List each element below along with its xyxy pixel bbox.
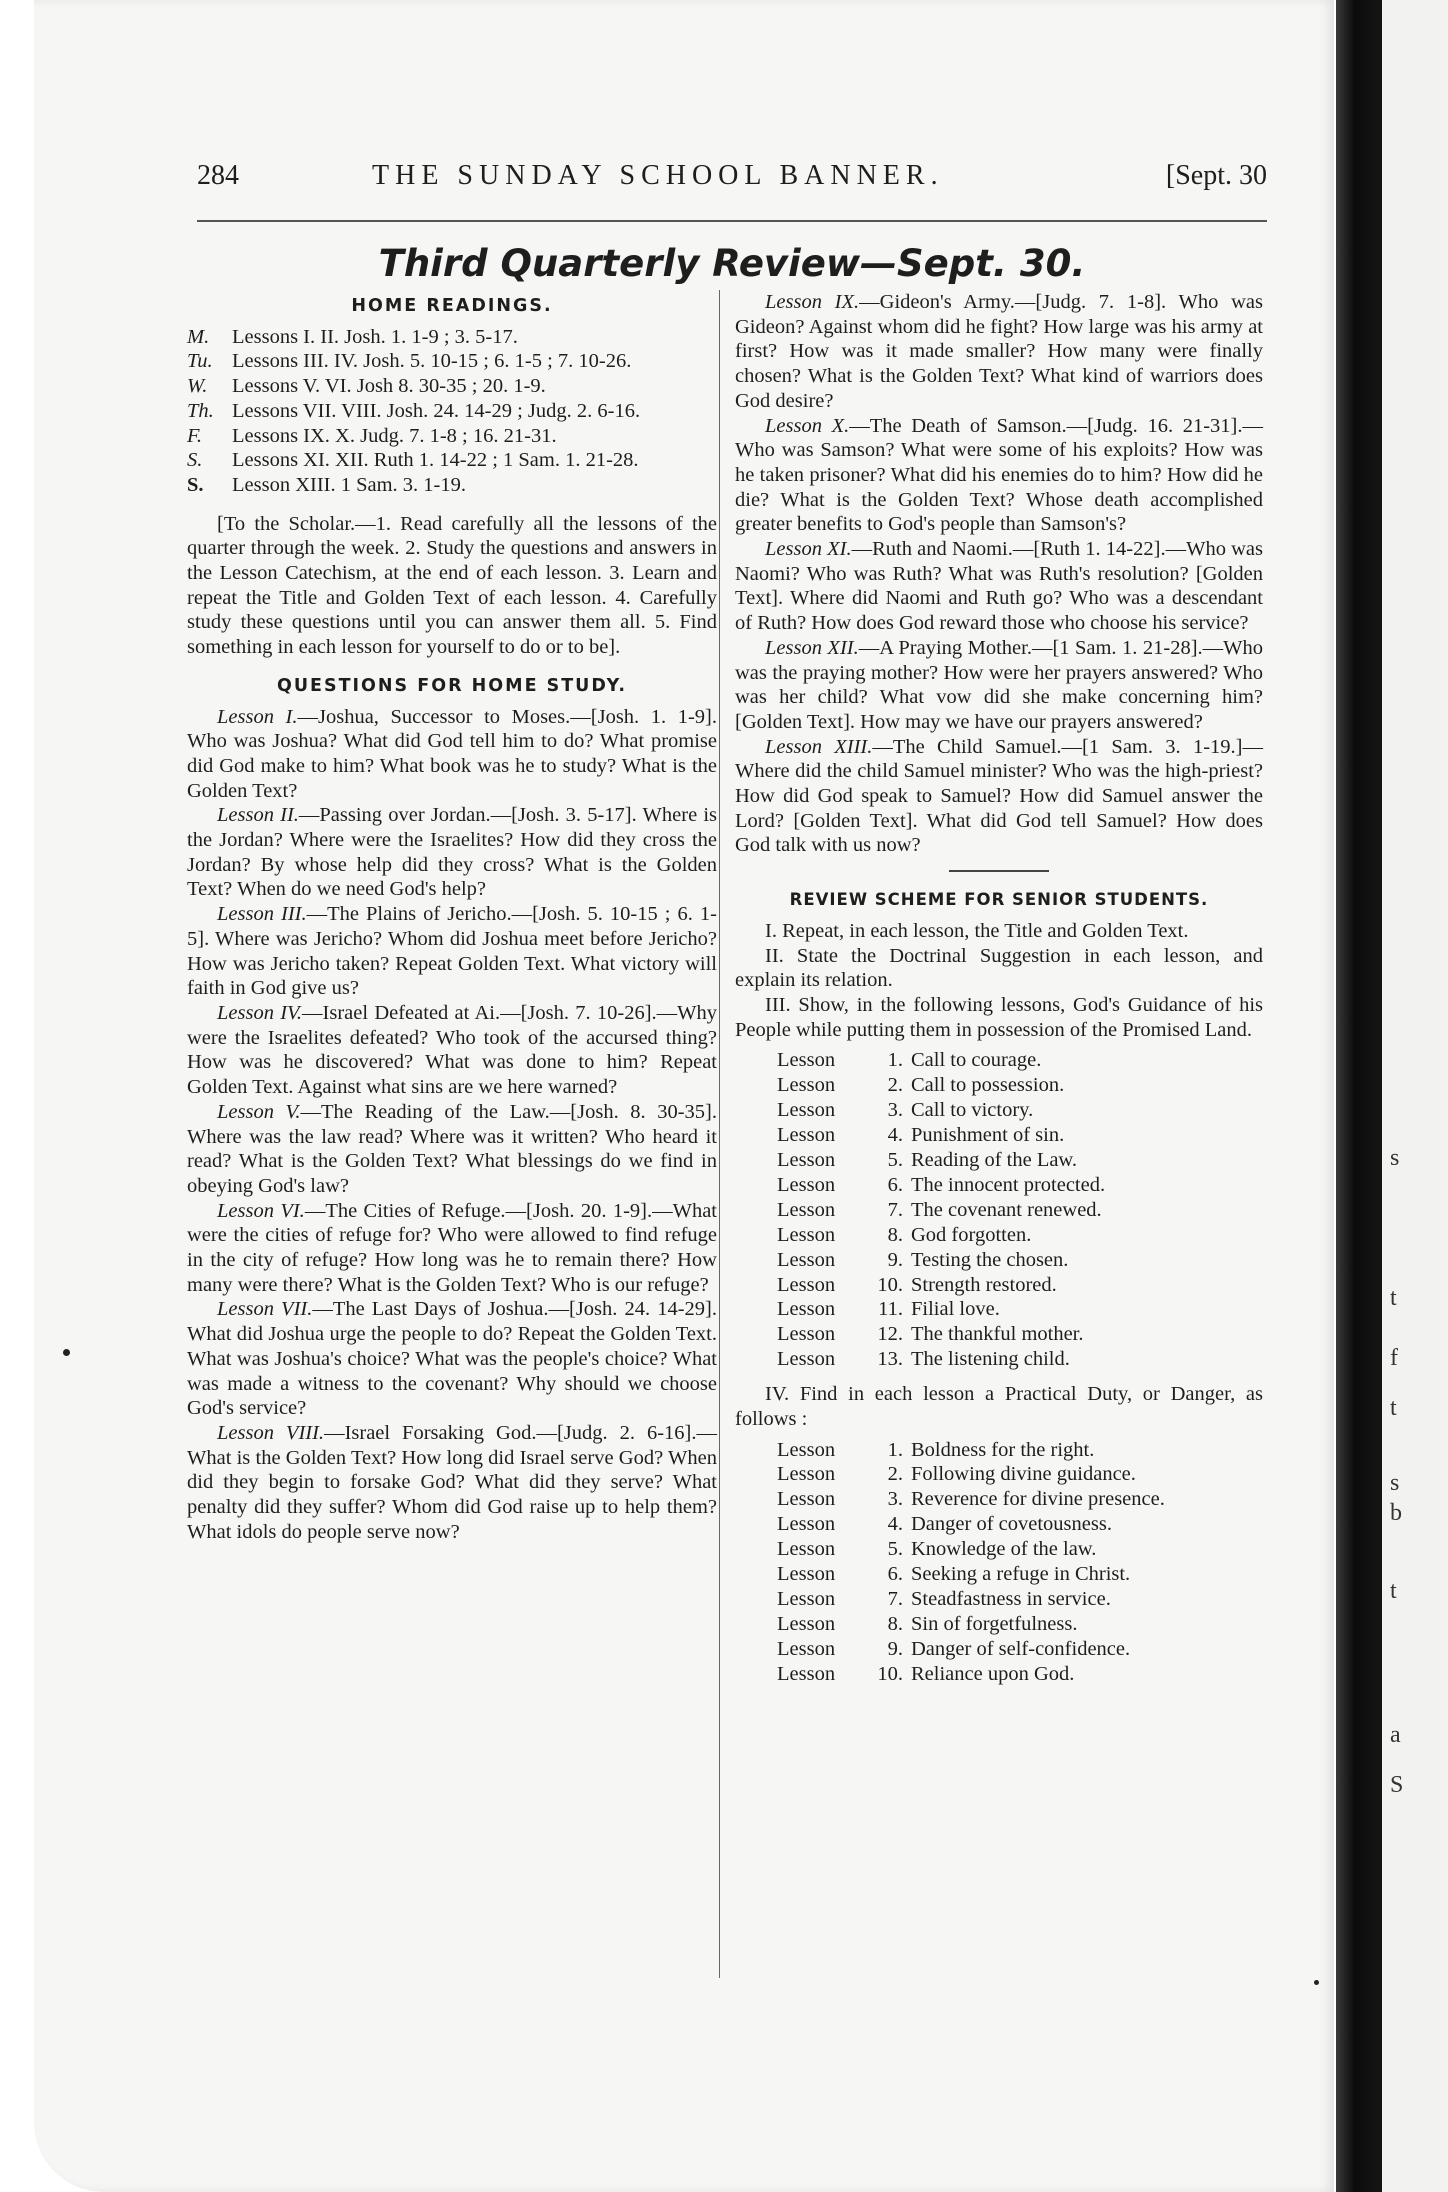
- reading-row: [187, 424, 717, 449]
- lesson-label: Lesson XIII.: [765, 735, 873, 758]
- question-lesson: [187, 1421, 717, 1545]
- lesson-text: —Israel Forsaking God.—[Judg. 2. 6-16].—What is the Golden Text? How long did Israel serve God? When did they begin to forsake God? What did they serve? What penalty did they suffer? Whom did God raise up to help them? What idols do people serve now?: [187, 1421, 717, 1543]
- list-item: [777, 1073, 1263, 1098]
- lesson-text: —The Last Days of Joshua.—[Josh. 24. 14-29]. What did Joshua urge the people to do? Repeat the Golden Text. What was Joshua's choice? What was the people's choice? What was made a witness to the covenant? Why should we choose God's service?: [187, 1298, 717, 1420]
- fragment: s: [1390, 1145, 1400, 1171]
- question-lesson: [735, 290, 1263, 414]
- speck-mark: [1314, 1980, 1319, 1985]
- list-text: Reliance upon God.: [911, 1662, 1075, 1685]
- reading-day: Tu.: [187, 350, 213, 373]
- reading-text: Lessons VII. VIII. Josh. 24. 14-29 ; Judg. 2. 6-16.: [232, 399, 641, 422]
- header-rule: [197, 220, 1267, 222]
- list-item: [777, 1248, 1263, 1273]
- list-text: Seeking a refuge in Christ.: [911, 1563, 1131, 1586]
- reading-day: F.: [187, 424, 203, 447]
- list-number: 8.: [887, 1223, 903, 1246]
- question-lesson: [187, 902, 717, 1001]
- list-item: [777, 1562, 1263, 1587]
- fragment: t: [1390, 1578, 1397, 1604]
- list-item: [777, 1148, 1263, 1173]
- list-number: 8.: [887, 1612, 903, 1635]
- list-text: The covenant renewed.: [911, 1198, 1102, 1221]
- list-item: [777, 1048, 1263, 1073]
- lesson-text: —The Child Samuel.—[1 Sam. 3. 1-19.]—Where did the child Samuel minister? Who was the high-priest? How did God speak to Samuel? How did Samuel answer the Lord? [Golden Text]. What did God tell Samuel? How does God talk with us now?: [735, 735, 1263, 857]
- questions-heading: QUESTIONS FOR HOME STUDY.: [276, 675, 628, 696]
- list-item: [777, 1173, 1263, 1198]
- lesson-label: Lesson XI.: [765, 538, 852, 561]
- fragment: t: [1390, 1285, 1397, 1311]
- list-number: 10.: [877, 1662, 903, 1685]
- list-number: 13.: [877, 1348, 903, 1371]
- home-readings-heading: HOME READINGS.: [351, 296, 553, 316]
- question-lesson: [187, 1100, 717, 1199]
- list-text: Reading of the Law.: [911, 1149, 1078, 1172]
- list-word: Lesson: [777, 1248, 836, 1271]
- fragment: f: [1390, 1345, 1398, 1371]
- list-text: Knowledge of the law.: [911, 1538, 1097, 1561]
- lesson-label: Lesson III.: [217, 903, 307, 926]
- lesson-text: —The Plains of Jericho.—[Josh. 5. 10-15 ; 6. 1-5]. Where was Jericho? Whom did Joshua meet before Jericho? How was Jericho taken? Repeat Golden Text. What victory will faith in God give us?: [187, 903, 717, 1000]
- lesson-label: Lesson VIII.: [217, 1421, 325, 1444]
- list-text: Danger of covetousness.: [911, 1513, 1112, 1536]
- list-item: [777, 1123, 1263, 1148]
- list-item: [777, 1662, 1263, 1687]
- lesson-text: —Joshua, Successor to Moses.—[Josh. 1. 1-9]. Who was Joshua? What did God tell him to do? What promise did God make to him? What book was he to study? What is the Golden Text?: [187, 705, 717, 802]
- question-lesson: [735, 636, 1263, 735]
- reading-row: [187, 349, 717, 374]
- list-number: 7.: [887, 1588, 903, 1611]
- lesson-label: Lesson V.: [217, 1100, 301, 1123]
- lesson-text: —Israel Defeated at Ai.—[Josh. 7. 10-26].—Why were the Israelites defeated? Who took of the accursed thing? How was he discovered? What was done to him? Repeat Golden Text. Against what sins are we here warned?: [187, 1001, 717, 1099]
- speck-mark: [63, 1349, 70, 1356]
- question-lesson: [187, 705, 717, 804]
- list-word: Lesson: [777, 1662, 836, 1685]
- reading-day: Th.: [187, 399, 214, 422]
- lesson-label: Lesson VII.: [217, 1298, 313, 1321]
- list-number: 9.: [887, 1248, 903, 1271]
- question-lesson: [187, 803, 717, 902]
- reading-row: [187, 374, 717, 399]
- review-item-1: I. Repeat, in each lesson, the Title and Golden Text.: [765, 919, 1189, 942]
- lesson-label: Lesson IX.: [765, 291, 860, 313]
- reading-text: Lesson XIII. 1 Sam. 3. 1-19.: [232, 473, 467, 496]
- list-number: 7.: [887, 1198, 903, 1221]
- list-item: [777, 1537, 1263, 1562]
- list-word: Lesson: [777, 1488, 836, 1511]
- reading-day: S.: [187, 473, 204, 496]
- lesson-label: Lesson VI.: [217, 1199, 305, 1222]
- list-word: Lesson: [777, 1588, 836, 1611]
- lesson-text: —The Death of Samson.—[Judg. 16. 21-31].—Who was Samson? What were some of his exploits? How was he taken prisoner? What did his enemies do to him? How did he die? What is the Golden Text? Whose death accomplished greater benefits to God's people than Samson's?: [735, 414, 1263, 536]
- lesson-label: Lesson II.: [217, 804, 299, 827]
- fragment: a: [1390, 1722, 1401, 1748]
- list-item: [777, 1098, 1263, 1123]
- running-date: [Sept. 30: [1165, 160, 1267, 191]
- fragment: t: [1390, 1395, 1397, 1421]
- lesson-text: —A Praying Mother.—[1 Sam. 1. 21-28].—Who was the praying mother? How were her prayers answered? Who was her child? What vow did she make concerning him? [Golden Text]. How may we have our prayers answered?: [735, 636, 1263, 733]
- list-number: 5.: [887, 1149, 903, 1172]
- lesson-text: —The Cities of Refuge.—[Josh. 20. 1-9].—What were the cities of refuge for? Who were allowed to find refuge in the city of refuge? How long was he to remain there? How many were there? What is the Golden Text? Who is our refuge?: [187, 1199, 717, 1296]
- list-word: Lesson: [777, 1099, 836, 1122]
- running-title: THE SUNDAY SCHOOL BANNER.: [372, 160, 944, 191]
- list-text: Sin of forgetfulness.: [911, 1612, 1078, 1635]
- duty-list: [777, 1438, 1263, 1687]
- list-word: Lesson: [777, 1298, 836, 1321]
- list-text: Call to possession.: [911, 1074, 1065, 1097]
- reading-text: Lessons III. IV. Josh. 5. 10-15 ; 6. 1-5 ; 7. 10-26.: [232, 350, 632, 373]
- section-rule: [949, 870, 1049, 872]
- list-number: 5.: [887, 1538, 903, 1561]
- review-item-3: III. Show, in the following lessons, God's Guidance of his People while putting them in possession of the Promised Land.: [735, 993, 1263, 1041]
- lesson-text: —The Reading of the Law.—[Josh. 8. 30-35]. Where was the law read? Where was it written? Who heard it read? What is the Golden Text? What blessings do we find in obeying God's law?: [187, 1100, 717, 1197]
- lesson-text: —Passing over Jordan.—[Josh. 3. 5-17]. Where is the Jordan? Where were the Israelites? How did they cross the Jordan? By whose help did they cross? What is the Golden Text? When do we need God's help?: [187, 804, 718, 901]
- list-number: 3.: [887, 1099, 903, 1122]
- review-item-2: II. State the Doctrinal Suggestion in each lesson, and explain its relation.: [735, 944, 1263, 992]
- lesson-label: Lesson XII.: [765, 636, 859, 659]
- list-number: 2.: [887, 1463, 903, 1486]
- list-word: Lesson: [777, 1463, 836, 1486]
- list-text: God forgotten.: [911, 1223, 1032, 1246]
- guidance-list: [777, 1048, 1263, 1372]
- reading-row: [187, 325, 717, 350]
- list-number: 6.: [887, 1173, 903, 1196]
- list-word: Lesson: [777, 1173, 836, 1196]
- list-item: [777, 1273, 1263, 1298]
- reading-text: Lessons I. II. Josh. 1. 1-9 ; 3. 5-17.: [232, 325, 518, 348]
- list-item: [777, 1347, 1263, 1372]
- question-lesson: [735, 735, 1263, 859]
- review-item-4: IV. Find in each lesson a Practical Duty, or Danger, as follows :: [735, 1383, 1263, 1430]
- list-text: Call to victory.: [911, 1099, 1034, 1122]
- reading-text: Lessons V. VI. Josh 8. 30-35 ; 20. 1-9.: [232, 375, 546, 398]
- list-item: [777, 1612, 1263, 1637]
- list-word: Lesson: [777, 1223, 836, 1246]
- list-item: [777, 1462, 1263, 1487]
- reading-row: [187, 473, 717, 498]
- list-word: Lesson: [777, 1323, 836, 1346]
- list-word: Lesson: [777, 1074, 836, 1097]
- question-lesson: [187, 1199, 717, 1298]
- list-item: [777, 1512, 1263, 1537]
- list-text: Punishment of sin.: [911, 1124, 1065, 1147]
- list-word: Lesson: [777, 1198, 836, 1221]
- list-number: 6.: [887, 1563, 903, 1586]
- list-text: Call to courage.: [911, 1049, 1042, 1072]
- list-item: [777, 1438, 1263, 1463]
- lesson-text: —Gideon's Army.—[Judg. 7. 1-8]. Who was Gideon? Against whom did he fight? How large was his army at first? How was it made smaller? How many were finally chosen? What is the Golden Text? What kind of warriors does God desire?: [735, 291, 1263, 412]
- reading-day: S.: [187, 449, 203, 472]
- lesson-label: Lesson X.: [765, 414, 850, 437]
- column-divider: [719, 290, 720, 1978]
- list-word: Lesson: [777, 1348, 836, 1371]
- review-heading: REVIEW SCHEME FOR SENIOR STUDENTS.: [789, 890, 1209, 910]
- list-number: 9.: [887, 1637, 903, 1660]
- reading-day: M.: [187, 325, 210, 348]
- list-text: Testing the chosen.: [911, 1248, 1069, 1271]
- list-text: Boldness for the right.: [911, 1438, 1095, 1461]
- list-number: 2.: [887, 1074, 903, 1097]
- question-lesson: [735, 414, 1263, 538]
- page-title: Third Quarterly Review—Sept. 30.: [378, 242, 1086, 285]
- list-item: [777, 1487, 1263, 1512]
- list-text: Filial love.: [911, 1298, 1000, 1321]
- list-word: Lesson: [777, 1563, 836, 1586]
- lesson-label: Lesson IV.: [217, 1001, 303, 1024]
- list-text: Reverence for divine presence.: [911, 1488, 1165, 1511]
- list-word: Lesson: [777, 1637, 836, 1660]
- list-text: Steadfastness in service.: [911, 1588, 1111, 1611]
- list-number: 12.: [877, 1323, 903, 1346]
- list-number: 10.: [877, 1273, 903, 1296]
- list-text: The listening child.: [911, 1348, 1070, 1371]
- fragment: s: [1390, 1470, 1400, 1496]
- reading-day: W.: [187, 375, 208, 398]
- list-number: 3.: [887, 1488, 903, 1511]
- list-word: Lesson: [777, 1273, 836, 1296]
- fragment: S: [1390, 1772, 1404, 1798]
- list-item: [777, 1322, 1263, 1347]
- right-column: [735, 290, 1263, 1697]
- list-word: Lesson: [777, 1612, 836, 1635]
- list-item: [777, 1198, 1263, 1223]
- list-item: [777, 1223, 1263, 1248]
- question-lesson: [187, 1297, 717, 1421]
- reading-text: Lessons XI. XII. Ruth 1. 14-22 ; 1 Sam. 1. 21-28.: [232, 449, 639, 472]
- list-item: [777, 1297, 1263, 1322]
- list-word: Lesson: [777, 1513, 836, 1536]
- book-gutter: [1336, 0, 1382, 2192]
- list-text: Following divine guidance.: [911, 1463, 1136, 1486]
- reading-row: [187, 399, 717, 424]
- lesson-text: —Ruth and Naomi.—[Ruth 1. 14-22].—Who was Naomi? Who was Ruth? What was Ruth's resolution? [Golden Text]. Where did Naomi and Ruth go? Who was a descendant of Ruth? How does God reward those who choose his service?: [735, 538, 1264, 635]
- list-word: Lesson: [777, 1124, 836, 1147]
- list-number: 1.: [887, 1438, 903, 1461]
- list-text: Danger of self-confidence.: [911, 1637, 1131, 1660]
- fragment: b: [1390, 1500, 1402, 1526]
- list-word: Lesson: [777, 1049, 836, 1072]
- reading-row: [187, 448, 717, 473]
- scholar-note: [To the Scholar.—1. Read carefully all the lessons of the quarter through the week. 2. Study the questions and answers in the Lesson Catechism, at the end of each lesson. 3. Learn and repeat the Title and Golden Text of each lesson. 4. Carefully study these questions until you can answer them all. 5. Find something in each lesson for yourself to do or to be].: [187, 512, 717, 659]
- question-lesson: [735, 537, 1263, 636]
- list-number: 4.: [887, 1124, 903, 1147]
- adjacent-page-edge: [1382, 0, 1448, 2192]
- list-word: Lesson: [777, 1149, 836, 1172]
- list-text: Strength restored.: [911, 1273, 1057, 1296]
- left-column: [187, 290, 717, 1544]
- list-number: 4.: [887, 1513, 903, 1536]
- lesson-label: Lesson I.: [217, 705, 298, 728]
- list-number: 1.: [887, 1049, 903, 1072]
- list-word: Lesson: [777, 1438, 836, 1461]
- list-text: The innocent protected.: [911, 1173, 1106, 1196]
- list-number: 11.: [878, 1298, 903, 1321]
- running-header: [197, 160, 1267, 200]
- reading-text: Lessons IX. X. Judg. 7. 1-8 ; 16. 21-31.: [232, 424, 557, 447]
- list-text: The thankful mother.: [911, 1323, 1084, 1346]
- list-item: [777, 1637, 1263, 1662]
- question-lesson: [187, 1001, 717, 1100]
- list-word: Lesson: [777, 1538, 836, 1561]
- page-number: 284: [197, 160, 239, 191]
- list-item: [777, 1587, 1263, 1612]
